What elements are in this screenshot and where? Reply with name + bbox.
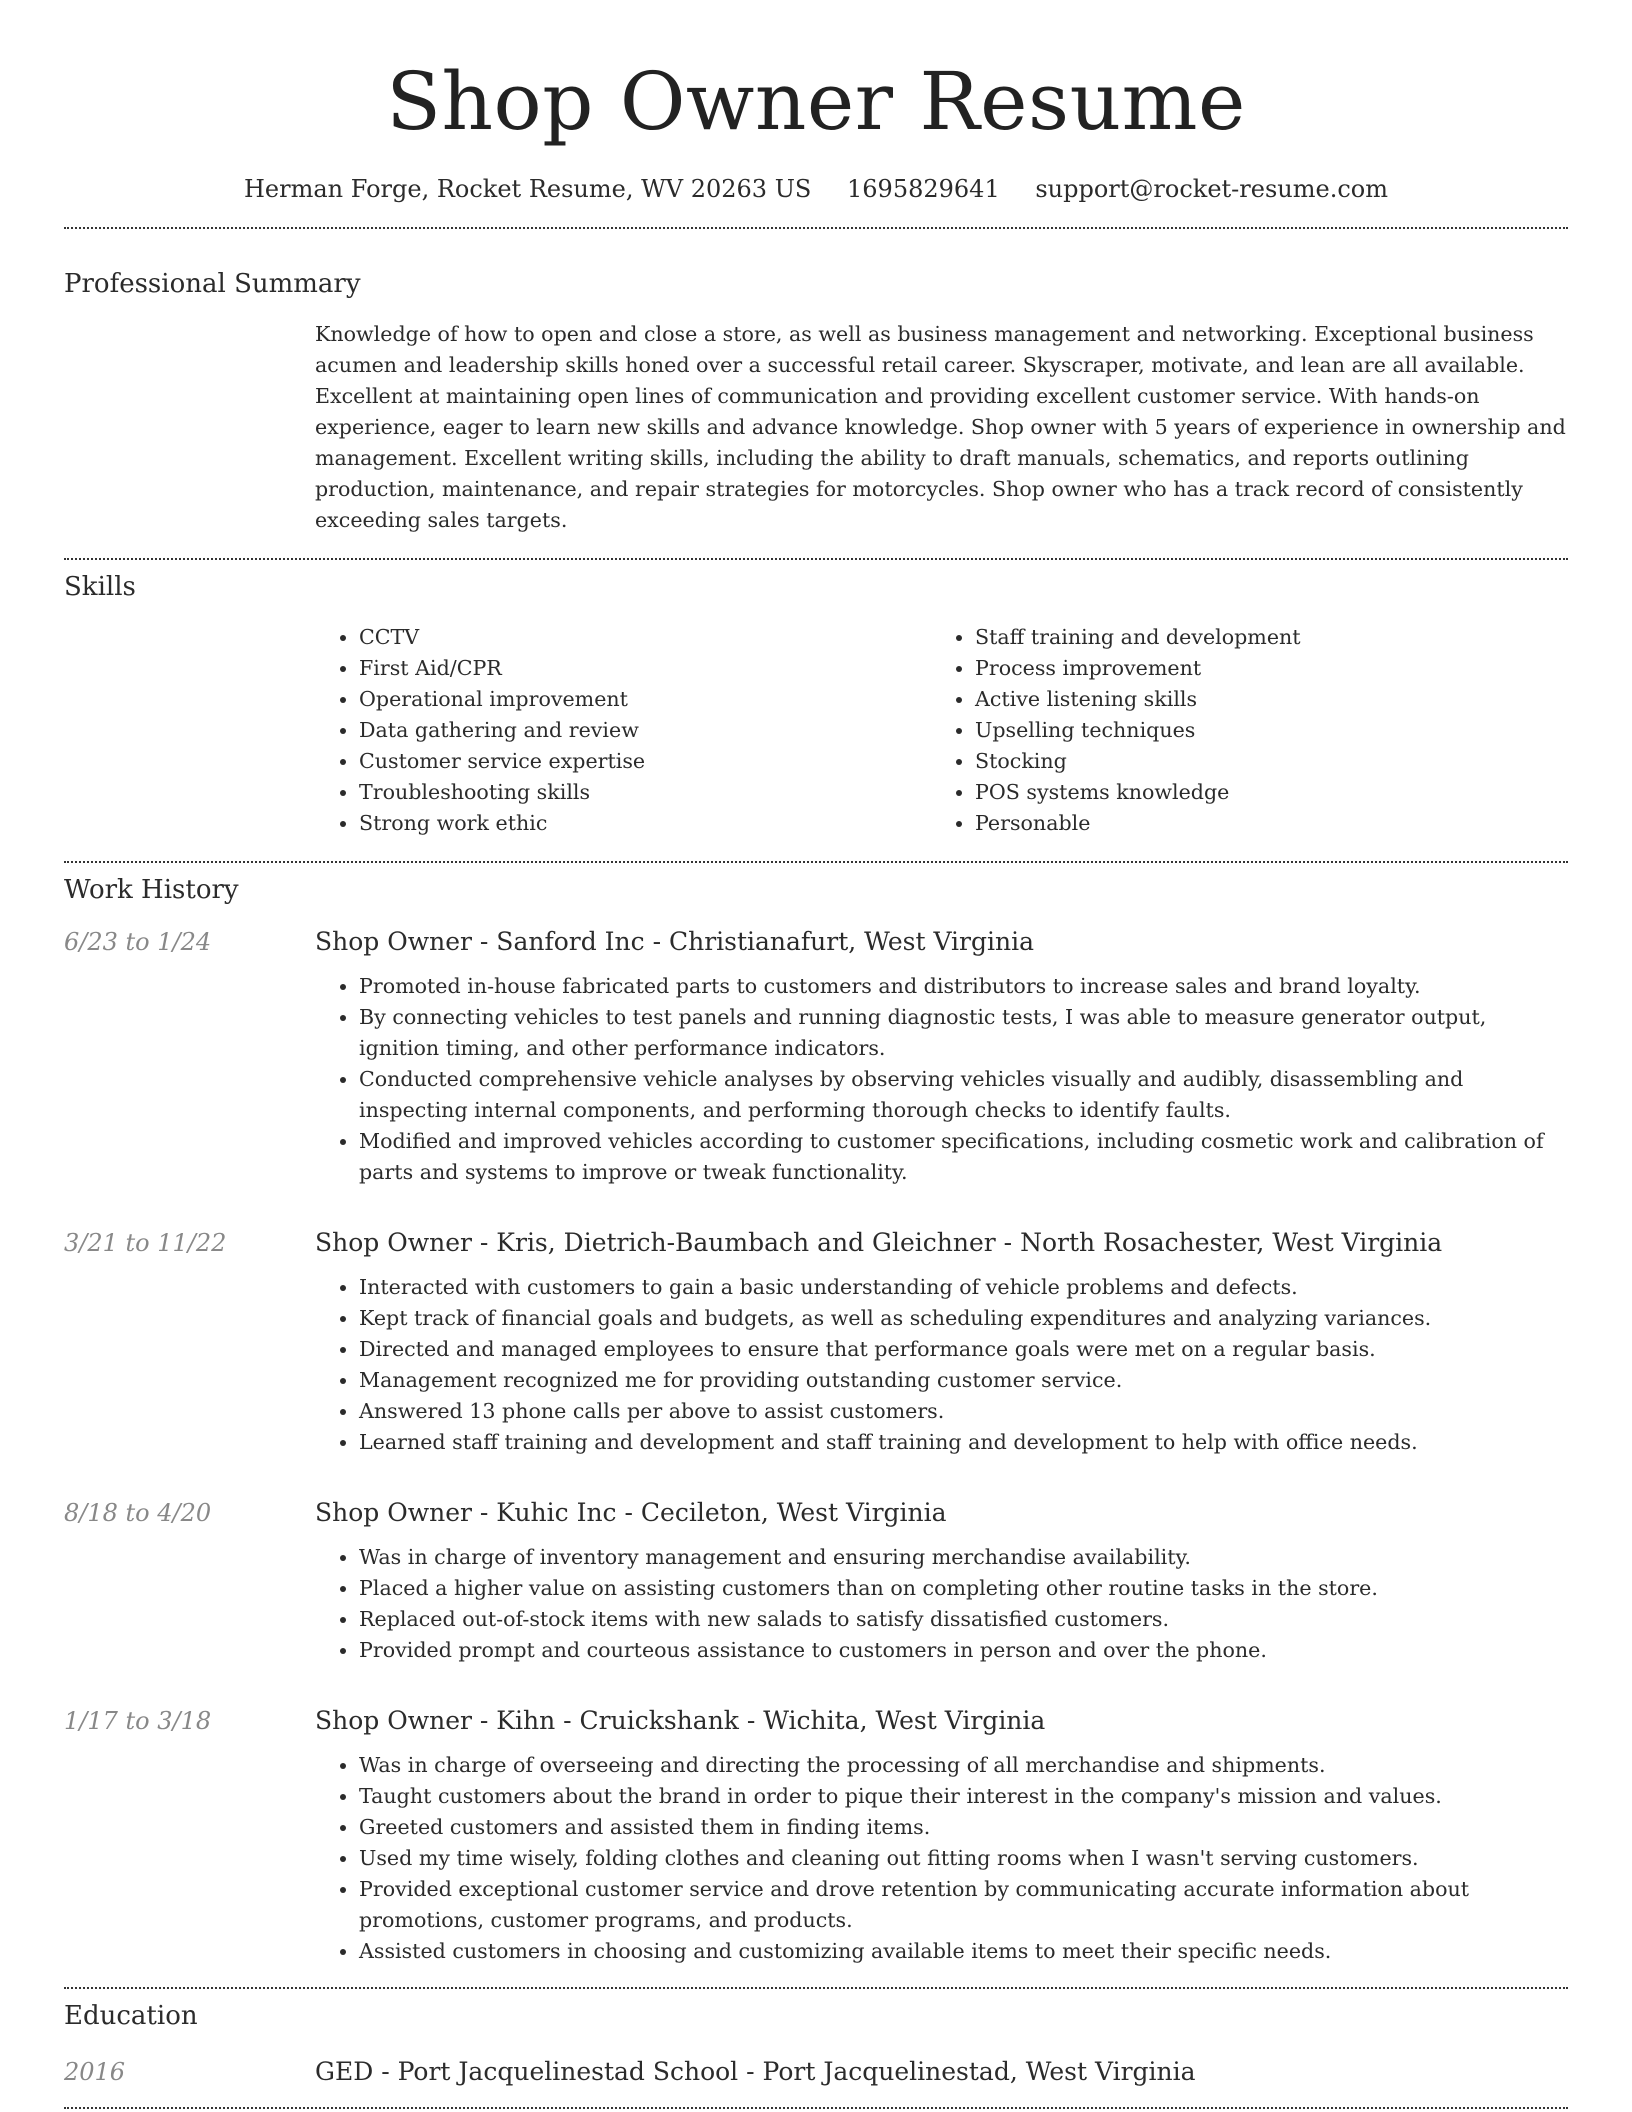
job-dates: 3/21 to 11/22 — [64, 1229, 227, 1257]
section-title-summary: Professional Summary — [64, 269, 361, 299]
job-bullets — [315, 1750, 1568, 1967]
skill-item: • Staff training and development — [975, 622, 1547, 653]
skill-item: • Process improvement — [975, 653, 1547, 684]
job-bullet: • Taught customers about the brand in order to pique their interest in the company's mission and values. — [359, 1781, 1568, 1812]
job-bullet: • Management recognized me for providing outstanding customer service. — [359, 1365, 1568, 1396]
job-bullet: • Greeted customers and assisted them in finding items. — [359, 1812, 1568, 1843]
job-bullet: • Was in charge of overseeing and directing the processing of all merchandise and shipments. — [359, 1750, 1568, 1781]
divider — [64, 2107, 1568, 2109]
skill-item: • Upselling techniques — [975, 715, 1547, 746]
job-bullet: • Assisted customers in choosing and customizing available items to meet their specific needs. — [359, 1936, 1568, 1967]
page-title: Shop Owner Resume — [386, 55, 1246, 148]
job-bullet: • Kept track of financial goals and budgets, as well as scheduling expenditures and analyzing variances. — [359, 1303, 1568, 1334]
contact-address: Herman Forge, Rocket Resume, WV 20263 US — [244, 175, 812, 203]
skills-column-right — [931, 622, 1547, 839]
job-bullet: • Provided exceptional customer service and drove retention by communicating accurate information about promotions, customer programs, and products. — [359, 1874, 1568, 1936]
section-title-work-history: Work History — [64, 875, 239, 905]
divider — [64, 861, 1568, 863]
job-entry — [64, 925, 1568, 1188]
contact-line — [64, 172, 1568, 206]
job-bullet: • Conducted comprehensive vehicle analyses by observing vehicles visually and audibly, disassembling and inspecting internal components, and performing thorough checks to identify faults. — [359, 1064, 1568, 1126]
job-bullet: • Learned staff training and development and staff training and development to help with office needs. — [359, 1427, 1568, 1458]
job-dates: 6/23 to 1/24 — [64, 928, 212, 956]
job-bullet: • Placed a higher value on assisting customers than on completing other routine tasks in the store. — [359, 1573, 1568, 1604]
job-dates: 1/17 to 3/18 — [64, 1707, 212, 1735]
skill-item: • POS systems knowledge — [975, 777, 1547, 808]
job-bullets — [315, 1542, 1568, 1666]
education-heading: GED - Port Jacquelinestad School - Port Jacquelinestad, West Virginia — [315, 2057, 1196, 2086]
job-entry — [64, 1226, 1568, 1458]
divider — [64, 558, 1568, 560]
summary-body — [315, 319, 1568, 536]
skill-item: • Stocking — [975, 746, 1547, 777]
job-entry — [64, 1496, 1568, 1666]
job-dates: 8/18 to 4/20 — [64, 1499, 212, 1527]
skill-item: • CCTV — [359, 622, 931, 653]
divider — [64, 227, 1568, 229]
job-heading: Shop Owner - Kris, Dietrich-Baumbach and Gleichner - North Rosachester, West Virginia — [315, 1228, 1443, 1257]
job-bullet: • Promoted in-house fabricated parts to customers and distributors to increase sales and brand loyalty. — [359, 971, 1568, 1002]
job-bullet: • Used my time wisely, folding clothes and cleaning out fitting rooms when I wasn't serving customers. — [359, 1843, 1568, 1874]
education-year: 2016 — [64, 2058, 126, 2086]
job-bullet: • Provided prompt and courteous assistance to customers in person and over the phone. — [359, 1635, 1568, 1666]
skill-item: • Troubleshooting skills — [359, 777, 931, 808]
section-title-skills: Skills — [64, 572, 136, 602]
skill-item: • Strong work ethic — [359, 808, 931, 839]
skill-item: • Operational improvement — [359, 684, 931, 715]
contact-email: support@rocket-resume.com — [1035, 175, 1388, 203]
skills-list — [315, 622, 1568, 839]
job-bullets — [315, 971, 1568, 1188]
section-title-education: Education — [64, 2001, 198, 2031]
job-bullet: • Modified and improved vehicles according to customer specifications, including cosmetic work and calibration of parts and systems to improve or tweak functionality. — [359, 1126, 1568, 1188]
skill-item: • Customer service expertise — [359, 746, 931, 777]
skills-column-left — [315, 622, 931, 839]
skill-item: • Personable — [975, 808, 1547, 839]
job-bullet: • Was in charge of inventory management and ensuring merchandise availability. — [359, 1542, 1568, 1573]
job-heading: Shop Owner - Kuhic Inc - Cecileton, West Virginia — [315, 1498, 947, 1527]
skill-item: • Active listening skills — [975, 684, 1547, 715]
job-bullet: • Replaced out-of-stock items with new salads to satisfy dissatisfied customers. — [359, 1604, 1568, 1635]
job-bullets — [315, 1272, 1568, 1458]
divider — [64, 1987, 1568, 1989]
job-bullet: • Directed and managed employees to ensure that performance goals were met on a regular basis. — [359, 1334, 1568, 1365]
job-heading: Shop Owner - Kihn - Cruickshank - Wichita, West Virginia — [315, 1706, 1046, 1735]
job-bullet: • Answered 13 phone calls per above to assist customers. — [359, 1396, 1568, 1427]
contact-phone: 1695829641 — [847, 175, 1000, 203]
job-heading: Shop Owner - Sanford Inc - Christianafurt, West Virginia — [315, 927, 1035, 956]
job-entry — [64, 1704, 1568, 1967]
summary-text: Knowledge of how to open and close a store, as well as business management and networking. Exceptional business acumen and leadership skills honed over a successful retail career. Skyscraper, motivate, and lean are all available. Excellent at maintaining open lines of communication and providing excellent customer service. With hands-on experience, eager to learn new skills and advance knowledge. Shop owner with 5 years of experience in ownership and management. Excellent writing skills, including the ability to draft manuals, schematics, and reports outlining production, maintenance, and repair strategies for motorcycles. Shop owner who has a track record of consistently exceeding sales targets. — [315, 322, 1566, 532]
education-entry — [64, 2055, 1568, 2089]
skill-item: • Data gathering and review — [359, 715, 931, 746]
job-bullet: • By connecting vehicles to test panels and running diagnostic tests, I was able to measure generator output, ignition timing, and other performance indicators. — [359, 1002, 1568, 1064]
skill-item: • First Aid/CPR — [359, 653, 931, 684]
job-bullet: • Interacted with customers to gain a basic understanding of vehicle problems and defects. — [359, 1272, 1568, 1303]
